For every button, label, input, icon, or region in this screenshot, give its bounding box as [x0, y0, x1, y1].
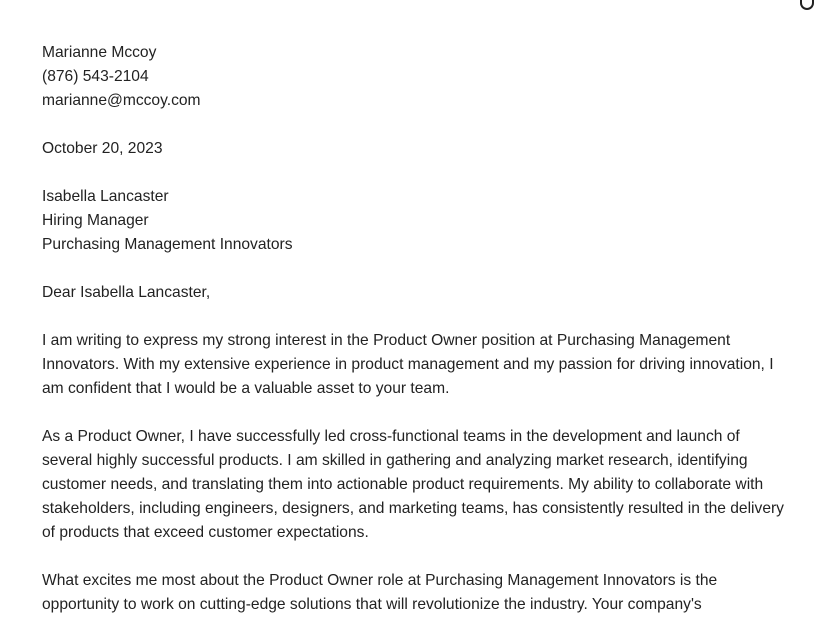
- recipient-company: Purchasing Management Innovators: [42, 236, 293, 253]
- paragraph-motivation: What excites me most about the Product Owner role at Purchasing Management Innovators is the opportunity to work on cutting-edge solutions that will revolutionize the industry. Your company's: [42, 572, 718, 613]
- sender-email: marianne@mccoy.com: [42, 92, 201, 109]
- recipient-title: Hiring Manager: [42, 212, 149, 229]
- letter-body: [42, 41, 802, 620]
- paragraph-experience: As a Product Owner, I have successfully led cross-functional teams in the development and launch of several highly successful products. I am skilled in gathering and analyzing market research, identifying customer needs, and translating them into actionable product requirements. My ability to collaborate with stakeholders, including engineers, designers, and marketing teams, has consistently resulted in the delivery of products that exceed customer expectations.: [42, 428, 784, 541]
- letter-date: October 20, 2023: [42, 140, 163, 157]
- letter-date-block: [42, 137, 802, 161]
- sender-name: Marianne Mccoy: [42, 44, 157, 61]
- sender-block: [42, 41, 802, 113]
- partial-glyph-icon: [800, 0, 814, 10]
- paragraph-intro: I am writing to express my strong interest in the Product Owner position at Purchasing Management Innovators. With my extensive experience in product management and my passion for driving innovation, I am confident that I would be a valuable asset to your team.: [42, 332, 774, 397]
- recipient-name: Isabella Lancaster: [42, 188, 169, 205]
- recipient-block: [42, 185, 802, 257]
- salutation-block: [42, 281, 802, 305]
- sender-phone: (876) 543-2104: [42, 68, 149, 85]
- salutation: Dear Isabella Lancaster,: [42, 284, 211, 301]
